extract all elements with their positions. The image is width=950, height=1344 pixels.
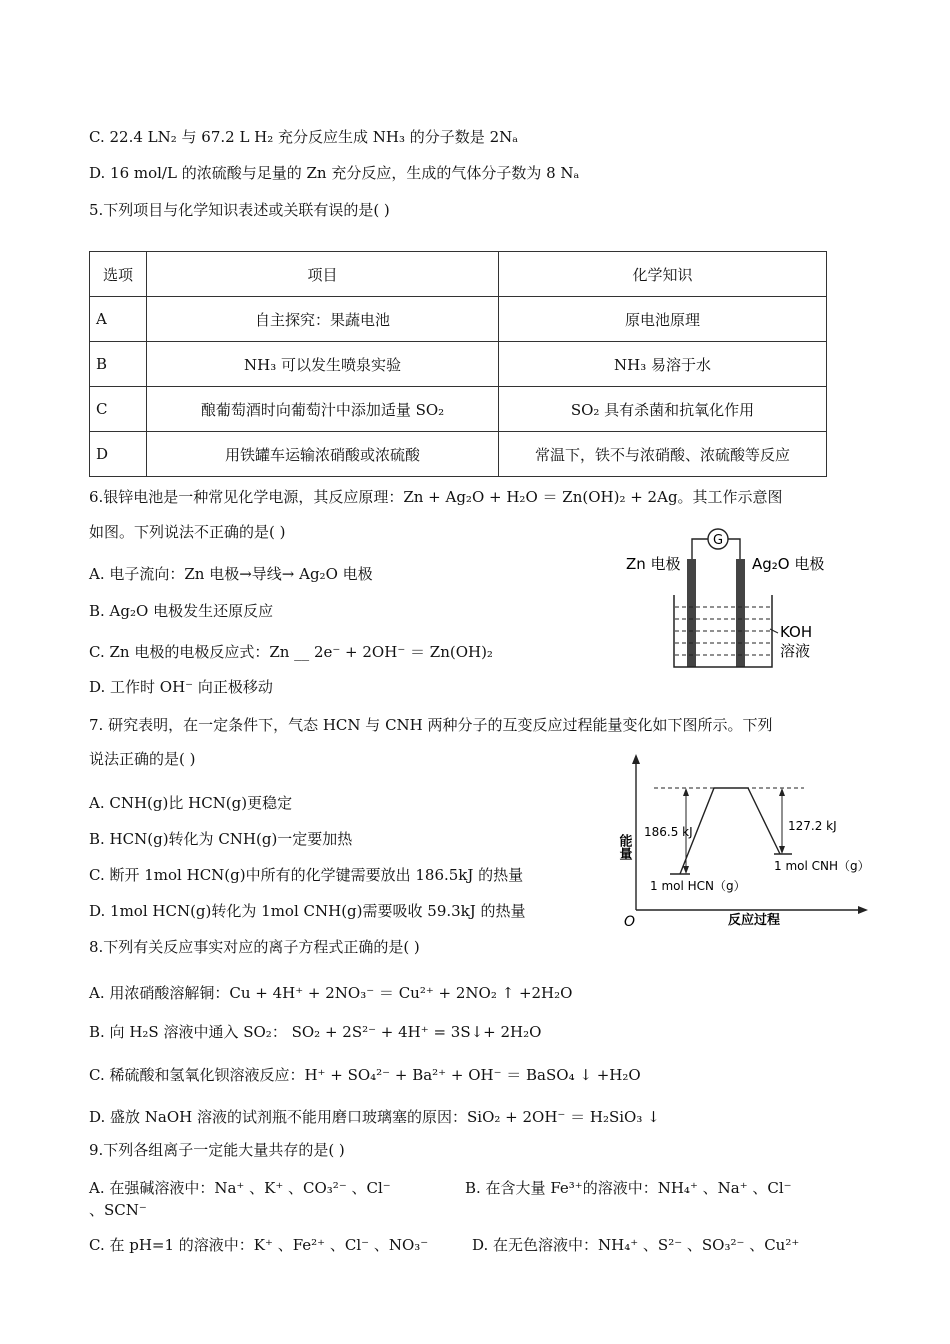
q9-option-a: A. 在强碱溶液中：Na⁺ 、K⁺ 、CO₃²⁻ 、Cl⁻ [89,1179,391,1197]
q9-option-c: C. 在 pH=1 的溶液中：K⁺ 、Fe²⁺ 、Cl⁻ 、NO₃⁻ [89,1236,429,1254]
table-cell-knowledge: SO₂ 具有杀菌和抗氧化作用 [499,387,827,432]
ag2o-electrode-label: Ag₂O 电极 [752,555,825,573]
q6-stem-line2: 如图。下列说法不正确的是( ) [89,523,286,541]
table-cell-option: D [90,432,147,477]
table-cell-item: NH₃ 可以发生喷泉实验 [147,342,499,387]
table-cell-item: 用铁罐车运输浓硝酸或浓硫酸 [147,432,499,477]
q6-option-c: C. Zn 电极的电极反应式：Zn __ 2e⁻ + 2OH⁻ ＝ Zn(OH)₂ [89,643,493,661]
cnh-level-label: 1 mol CNH（g） [774,859,870,873]
table-cell-item: 自主探究：果蔬电池 [147,297,499,342]
table-row [90,342,827,387]
table-cell-option: B [90,342,147,387]
q8-option-d: D. 盛放 NaOH 溶液的试剂瓶不能用磨口玻璃塞的原因：SiO₂ + 2OH⁻ ＝ H₂SiO₃ ↓ [89,1108,660,1126]
q8-option-a: A. 用浓硝酸溶解铜：Cu + 4H⁺ + 2NO₃⁻ ＝ Cu²⁺ + 2NO₂ ↑ +2H₂O [89,984,573,1002]
x-axis-label: 反应过程 [727,913,781,928]
q9-option-b-cont: 、SCN⁻ [89,1201,147,1219]
energy-diagram [614,752,870,930]
q7-option-b: B. HCN(g)转化为 CNH(g)一定要加热 [89,830,353,848]
q9-stem: 9.下列各组离子一定能大量共存的是( ) [89,1141,345,1159]
q6-option-d: D. 工作时 OH⁻ 向正极移动 [89,678,273,696]
table-row [90,432,827,477]
q6-option-a: A. 电子流向：Zn 电极→导线→ Ag₂O 电极 [89,565,373,583]
table-row [90,387,827,432]
table-header: 选项 [90,252,147,297]
q5-table [89,251,827,477]
origin-label: O [624,914,636,930]
activation-energy-label: 186.5 kJ [644,825,693,839]
solution-label: 溶液 [780,642,811,660]
q7-stem-line2: 说法正确的是( ) [89,750,196,768]
solution-label-koh: KOH [780,623,813,641]
table-header-row [90,252,827,297]
q7-option-a: A. CNH(g)比 HCN(g)更稳定 [89,794,293,812]
table-cell-option: C [90,387,147,432]
zn-electrode-label: Zn 电极 [626,555,681,573]
reverse-energy-label: 127.2 kJ [788,819,837,833]
table-cell-knowledge: 常温下，铁不与浓硝酸、浓硫酸等反应 [499,432,827,477]
q6-option-b: B. Ag₂O 电极发生还原反应 [89,602,274,620]
table-cell-knowledge: NH₃ 易溶于水 [499,342,827,387]
q9-option-d: D. 在无色溶液中：NH₄⁺ 、S²⁻ 、SO₃²⁻ 、Cu²⁺ [472,1236,800,1254]
q7-option-c: C. 断开 1mol HCN(g)中所有的化学键需要放出 186.5kJ 的热量 [89,866,524,884]
q8-stem: 8.下列有关反应事实对应的离子方程式正确的是( ) [89,938,420,956]
q5-stem: 5.下列项目与化学知识表述或关联有误的是( ) [89,201,390,219]
table-header: 化学知识 [499,252,827,297]
y-axis-label: 能量 [616,834,632,860]
hcn-level-label: 1 mol HCN（g） [650,879,746,893]
battery-diagram [620,525,840,673]
option-c-line: C. 22.4 LN₂ 与 67.2 L H₂ 充分反应生成 NH₃ 的分子数是 2Nₐ [89,128,519,146]
q7-option-d: D. 1mol HCN(g)转化为 1mol CNH(g)需要吸收 59.3kJ 的热量 [89,902,526,920]
q7-stem-line1: 7. 研究表明，在一定条件下，气态 HCN 与 CNH 两种分子的互变反应过程能量变化如下图所示。下列 [89,716,773,734]
table-header: 项目 [147,252,499,297]
q8-option-b: B. 向 H₂S 溶液中通入 SO₂： SO₂ + 2S²⁻ + 4H⁺ = 3S↓+ 2H₂O [89,1023,542,1041]
table-cell-option: A [90,297,147,342]
q9-option-b: B. 在含大量 Fe³⁺的溶液中：NH₄⁺ 、Na⁺ 、Cl⁻ [465,1179,792,1197]
q8-option-c: C. 稀硫酸和氢氧化钡溶液反应：H⁺ + SO₄²⁻ + Ba²⁺ + OH⁻ ＝ BaSO₄ ↓ +H₂O [89,1066,641,1084]
q6-stem-line1: 6.银锌电池是一种常见化学电源，其反应原理：Zn + Ag₂O + H₂O ＝ Zn(OH)₂ + 2Ag。其工作示意图 [89,488,783,506]
table-row [90,297,827,342]
table-cell-item: 酿葡萄酒时向葡萄汁中添加适量 SO₂ [147,387,499,432]
galvanometer-label: G [712,533,724,548]
option-d-line: D. 16 mol/L 的浓硫酸与足量的 Zn 充分反应，生成的气体分子数为 8 Nₐ [89,164,580,182]
table-cell-knowledge: 原电池原理 [499,297,827,342]
